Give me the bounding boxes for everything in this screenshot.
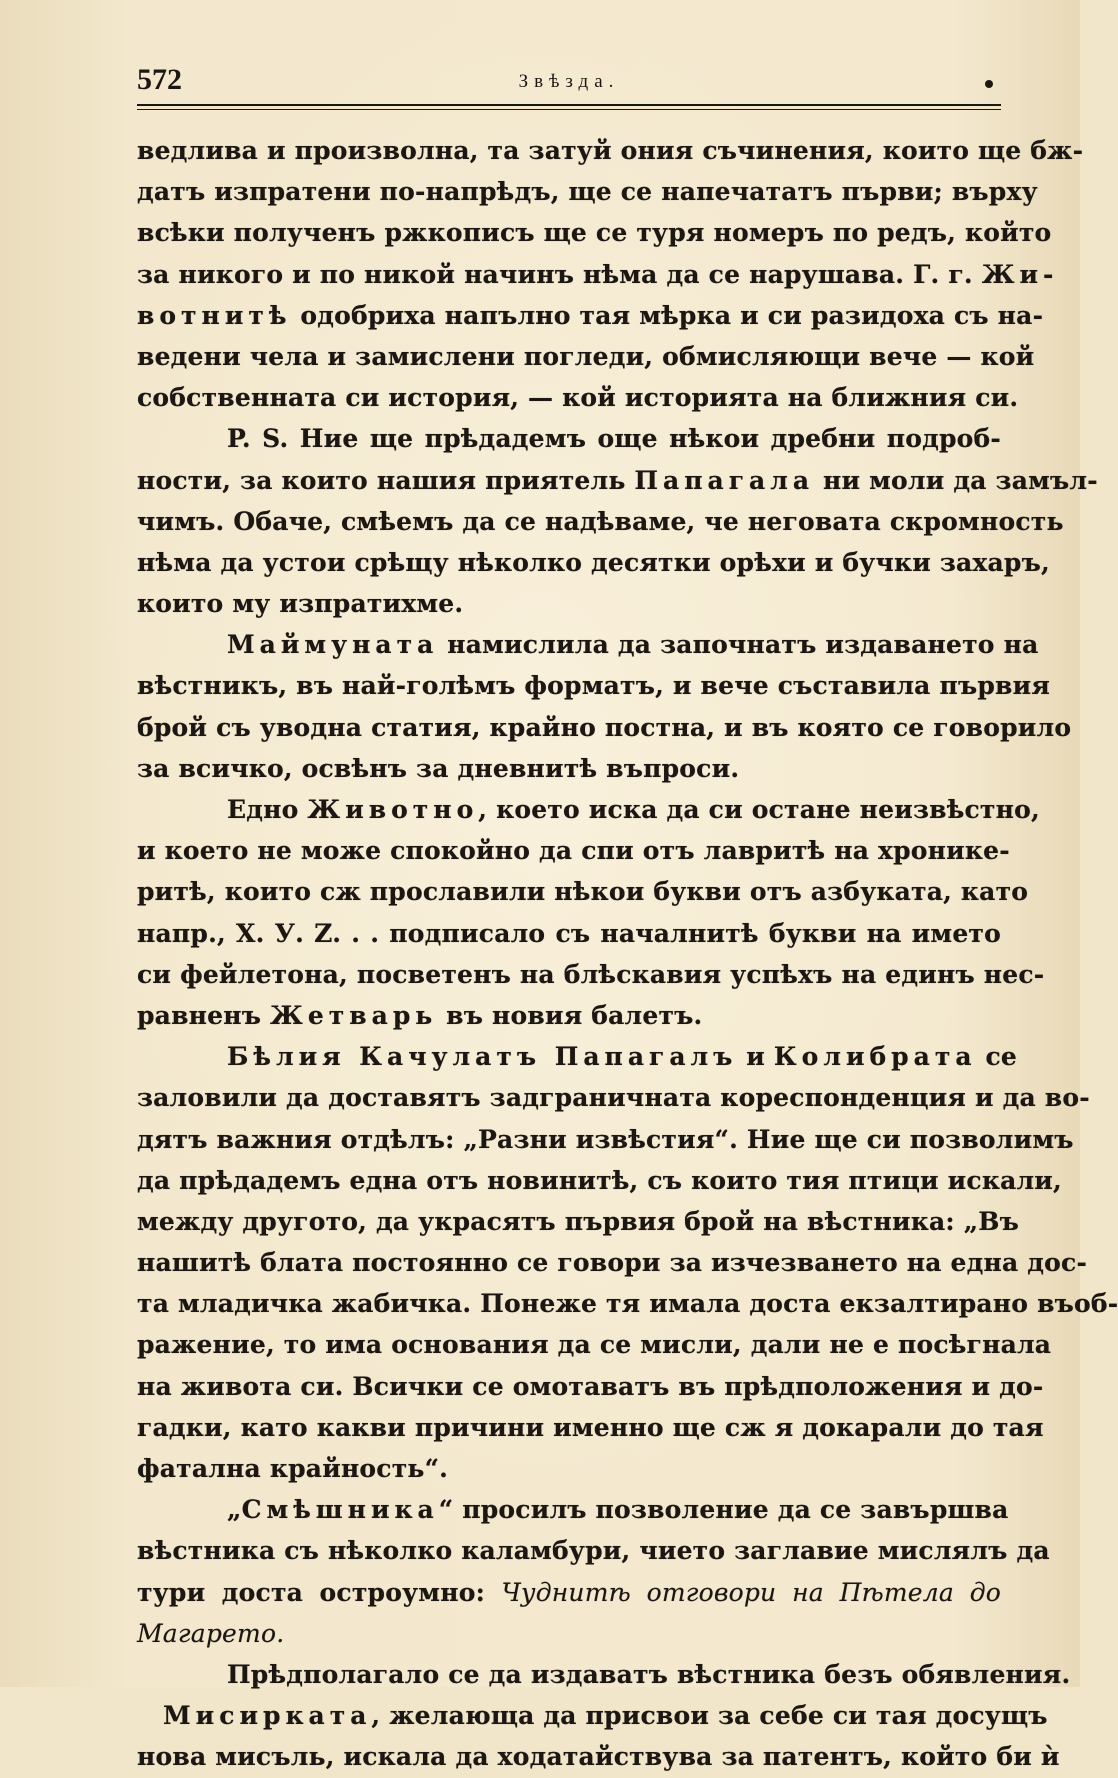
text-run: заловили да доставятъ задграничната кореспонденция и да во- <box>137 1083 1090 1113</box>
text-run: напр., X. У. Z. . . подписало съ началнитѣ букви на името <box>137 918 1001 948</box>
header-rule <box>137 104 1001 106</box>
text-line <box>137 789 1040 830</box>
text-run: ведени чела и замислени погледи, обмисляющи вече — кой <box>137 341 1035 371</box>
spaced-name: Жи- <box>981 259 1059 289</box>
text-line <box>137 1530 1050 1571</box>
text-line <box>137 1242 1088 1283</box>
text-line <box>137 665 1051 706</box>
text-line <box>137 1407 1044 1448</box>
text-line <box>137 1324 1052 1365</box>
text-line <box>137 1572 1001 1613</box>
text-run: между другото, да украсятъ първия брой на вѣстника: „Въ <box>137 1206 1020 1236</box>
spaced-name: Колибрата <box>773 1042 977 1072</box>
spaced-name: Смѣшника <box>241 1495 439 1525</box>
text-line <box>137 1613 1001 1654</box>
text-run: намислила да започнатъ издаването на <box>438 630 1039 660</box>
italic-text: Магарето. <box>137 1618 285 1648</box>
text-run: дятъ важния отдѣлъ: „Разни извѣстия“. Ние ще си позволимъ <box>137 1124 1074 1154</box>
text-run: нашитѣ блата постоянно се говори за изчезването на една дос- <box>137 1248 1088 1278</box>
text-run: „ <box>227 1495 242 1525</box>
text-run: и което не може спокойно да спи отъ лавритѣ на хронике- <box>137 836 1010 866</box>
text-run: които му изпратихме. <box>137 589 464 619</box>
spaced-name: Бѣлия Качулатъ Папагалъ <box>227 1042 738 1072</box>
body-text <box>137 130 1118 1778</box>
text-run: ражение, то има основания да се мисли, дали не е посѣгнала <box>137 1330 1052 1360</box>
text-run: , което иска да си остане неизвѣстно, <box>478 795 1040 824</box>
spaced-name: Животно <box>307 795 479 824</box>
text-line <box>137 1489 1009 1530</box>
text-line <box>137 1160 1062 1201</box>
running-title: Звѣзда. <box>518 71 620 92</box>
text-line <box>137 542 1050 583</box>
text-run: Едно <box>227 795 308 824</box>
text-run: и <box>737 1042 774 1072</box>
text-run: чимъ. Обаче, смѣемъ да се надѣваме, че неговата скромность <box>137 506 1064 536</box>
page-number: 572 <box>137 63 182 96</box>
text-line <box>137 1283 1118 1324</box>
text-run: ности, за които нашия приятель <box>137 465 635 495</box>
text-line <box>137 1695 1048 1736</box>
text-run: нова мисъль, искала да ходатайствува за патентъ, който би ѝ <box>137 1742 1060 1772</box>
text-line <box>137 418 1001 459</box>
spaced-name: Жетварь <box>270 1000 438 1030</box>
text-run: фатална крайность“. <box>137 1454 449 1483</box>
text-run: брой съ уводна статия, крайно постна, и въ която се говорило <box>137 712 1072 742</box>
text-run: ни моли да замъл- <box>814 465 1098 495</box>
text-line <box>137 1201 1020 1242</box>
text-run: гадки, като какви причини именно ще сж я докарали до тая <box>137 1412 1044 1442</box>
text-line <box>137 1448 1001 1489</box>
text-line <box>137 501 1064 542</box>
text-run: си фейлетона, посветенъ на блѣскавия успѣхъ на единъ нес- <box>137 959 1045 989</box>
text-run: за всичко, освѣнъ за дневнитѣ въпроси. <box>137 753 740 783</box>
text-run: да прѣдадемъ една отъ новинитѣ, съ които тия птици искали, <box>137 1165 1062 1195</box>
text-run: се <box>976 1042 1017 1072</box>
text-line <box>137 171 1038 212</box>
text-line <box>137 1119 1074 1160</box>
page-header <box>137 60 1001 100</box>
text-line <box>137 1077 1090 1118</box>
spaced-name: Маймуната <box>227 630 439 660</box>
text-line <box>137 913 1001 954</box>
text-run: нѣма да устои срѣщу нѣколко десятки орѣхи и бучки захаръ, <box>137 547 1050 577</box>
text-line <box>137 212 1052 253</box>
text-line <box>137 336 1035 377</box>
text-line <box>137 748 1001 789</box>
text-run: одобриха напълно тая мѣрка и си разидоха съ на- <box>291 300 1044 330</box>
text-line <box>137 583 1001 624</box>
text-run: въ новия балетъ. <box>437 1000 703 1030</box>
spaced-name: Папагала <box>634 465 815 495</box>
text-line <box>137 954 1045 995</box>
text-run: вѣстникъ, въ най-голѣмъ форматъ, и вече съставила първия <box>137 671 1051 701</box>
text-line <box>137 871 1029 912</box>
text-run: тури доста остроумно: <box>137 1577 502 1607</box>
text-line <box>137 1036 1017 1077</box>
text-run: та младичка жабичка. Понеже тя имала доста екзалтирано въоб- <box>137 1289 1118 1319</box>
text-line <box>137 295 1044 336</box>
text-run: ритѣ, които сж прославили нѣкои букви отъ азбуката, като <box>137 877 1029 907</box>
text-line <box>137 460 1098 501</box>
text-run: Прѣдполагало се да издаватъ вѣстника безъ обявления. <box>227 1659 1071 1689</box>
text-run: собственната си история, — кой историята на ближния си. <box>137 383 1019 413</box>
text-line <box>137 707 1072 748</box>
text-line <box>137 377 1019 418</box>
text-run: всѣки полученъ ржкописъ ще се туря номеръ по редъ, който <box>137 218 1052 248</box>
text-line <box>137 1366 1044 1407</box>
text-run: “ просилъ позволение да се завършва <box>438 1495 1009 1525</box>
text-run: ведлива и произволна, та затуй ония съчинения, които ще бж- <box>137 136 1084 165</box>
text-line <box>137 130 1084 171</box>
text-line <box>137 1736 1060 1777</box>
text-run: , желающа да присвои за себе си тая досущъ <box>371 1701 1048 1731</box>
text-line <box>137 830 1010 871</box>
italic-text: Чуднитѣ отговори на Пѣтела до <box>501 1577 1001 1607</box>
text-line <box>137 624 1039 665</box>
text-line <box>137 1654 1071 1695</box>
spaced-name: Мисирката <box>163 1701 372 1731</box>
text-run: вѣстника съ нѣколко каламбури, чието заглавие мислялъ да <box>137 1536 1050 1566</box>
text-run: P. S. Ние ще прѣдадемъ още нѣкои дребни подроб- <box>227 424 1001 454</box>
text-line <box>137 254 1059 295</box>
text-line <box>137 995 1001 1036</box>
text-run: равненъ <box>137 1000 271 1030</box>
text-run: на живота си. Всички се омотаватъ въ прѣдположения и до- <box>137 1371 1044 1401</box>
header-rule-thin <box>137 109 1001 110</box>
text-run: датъ изпратени по-напрѣдъ, ще се напечататъ първи; върху <box>137 177 1038 207</box>
text-run: за никого и по никой начинъ нѣма да се нарушава. Г. г. <box>137 259 982 289</box>
header-ornament-dot <box>985 80 993 88</box>
spaced-name: вотнитѣ <box>137 300 292 330</box>
